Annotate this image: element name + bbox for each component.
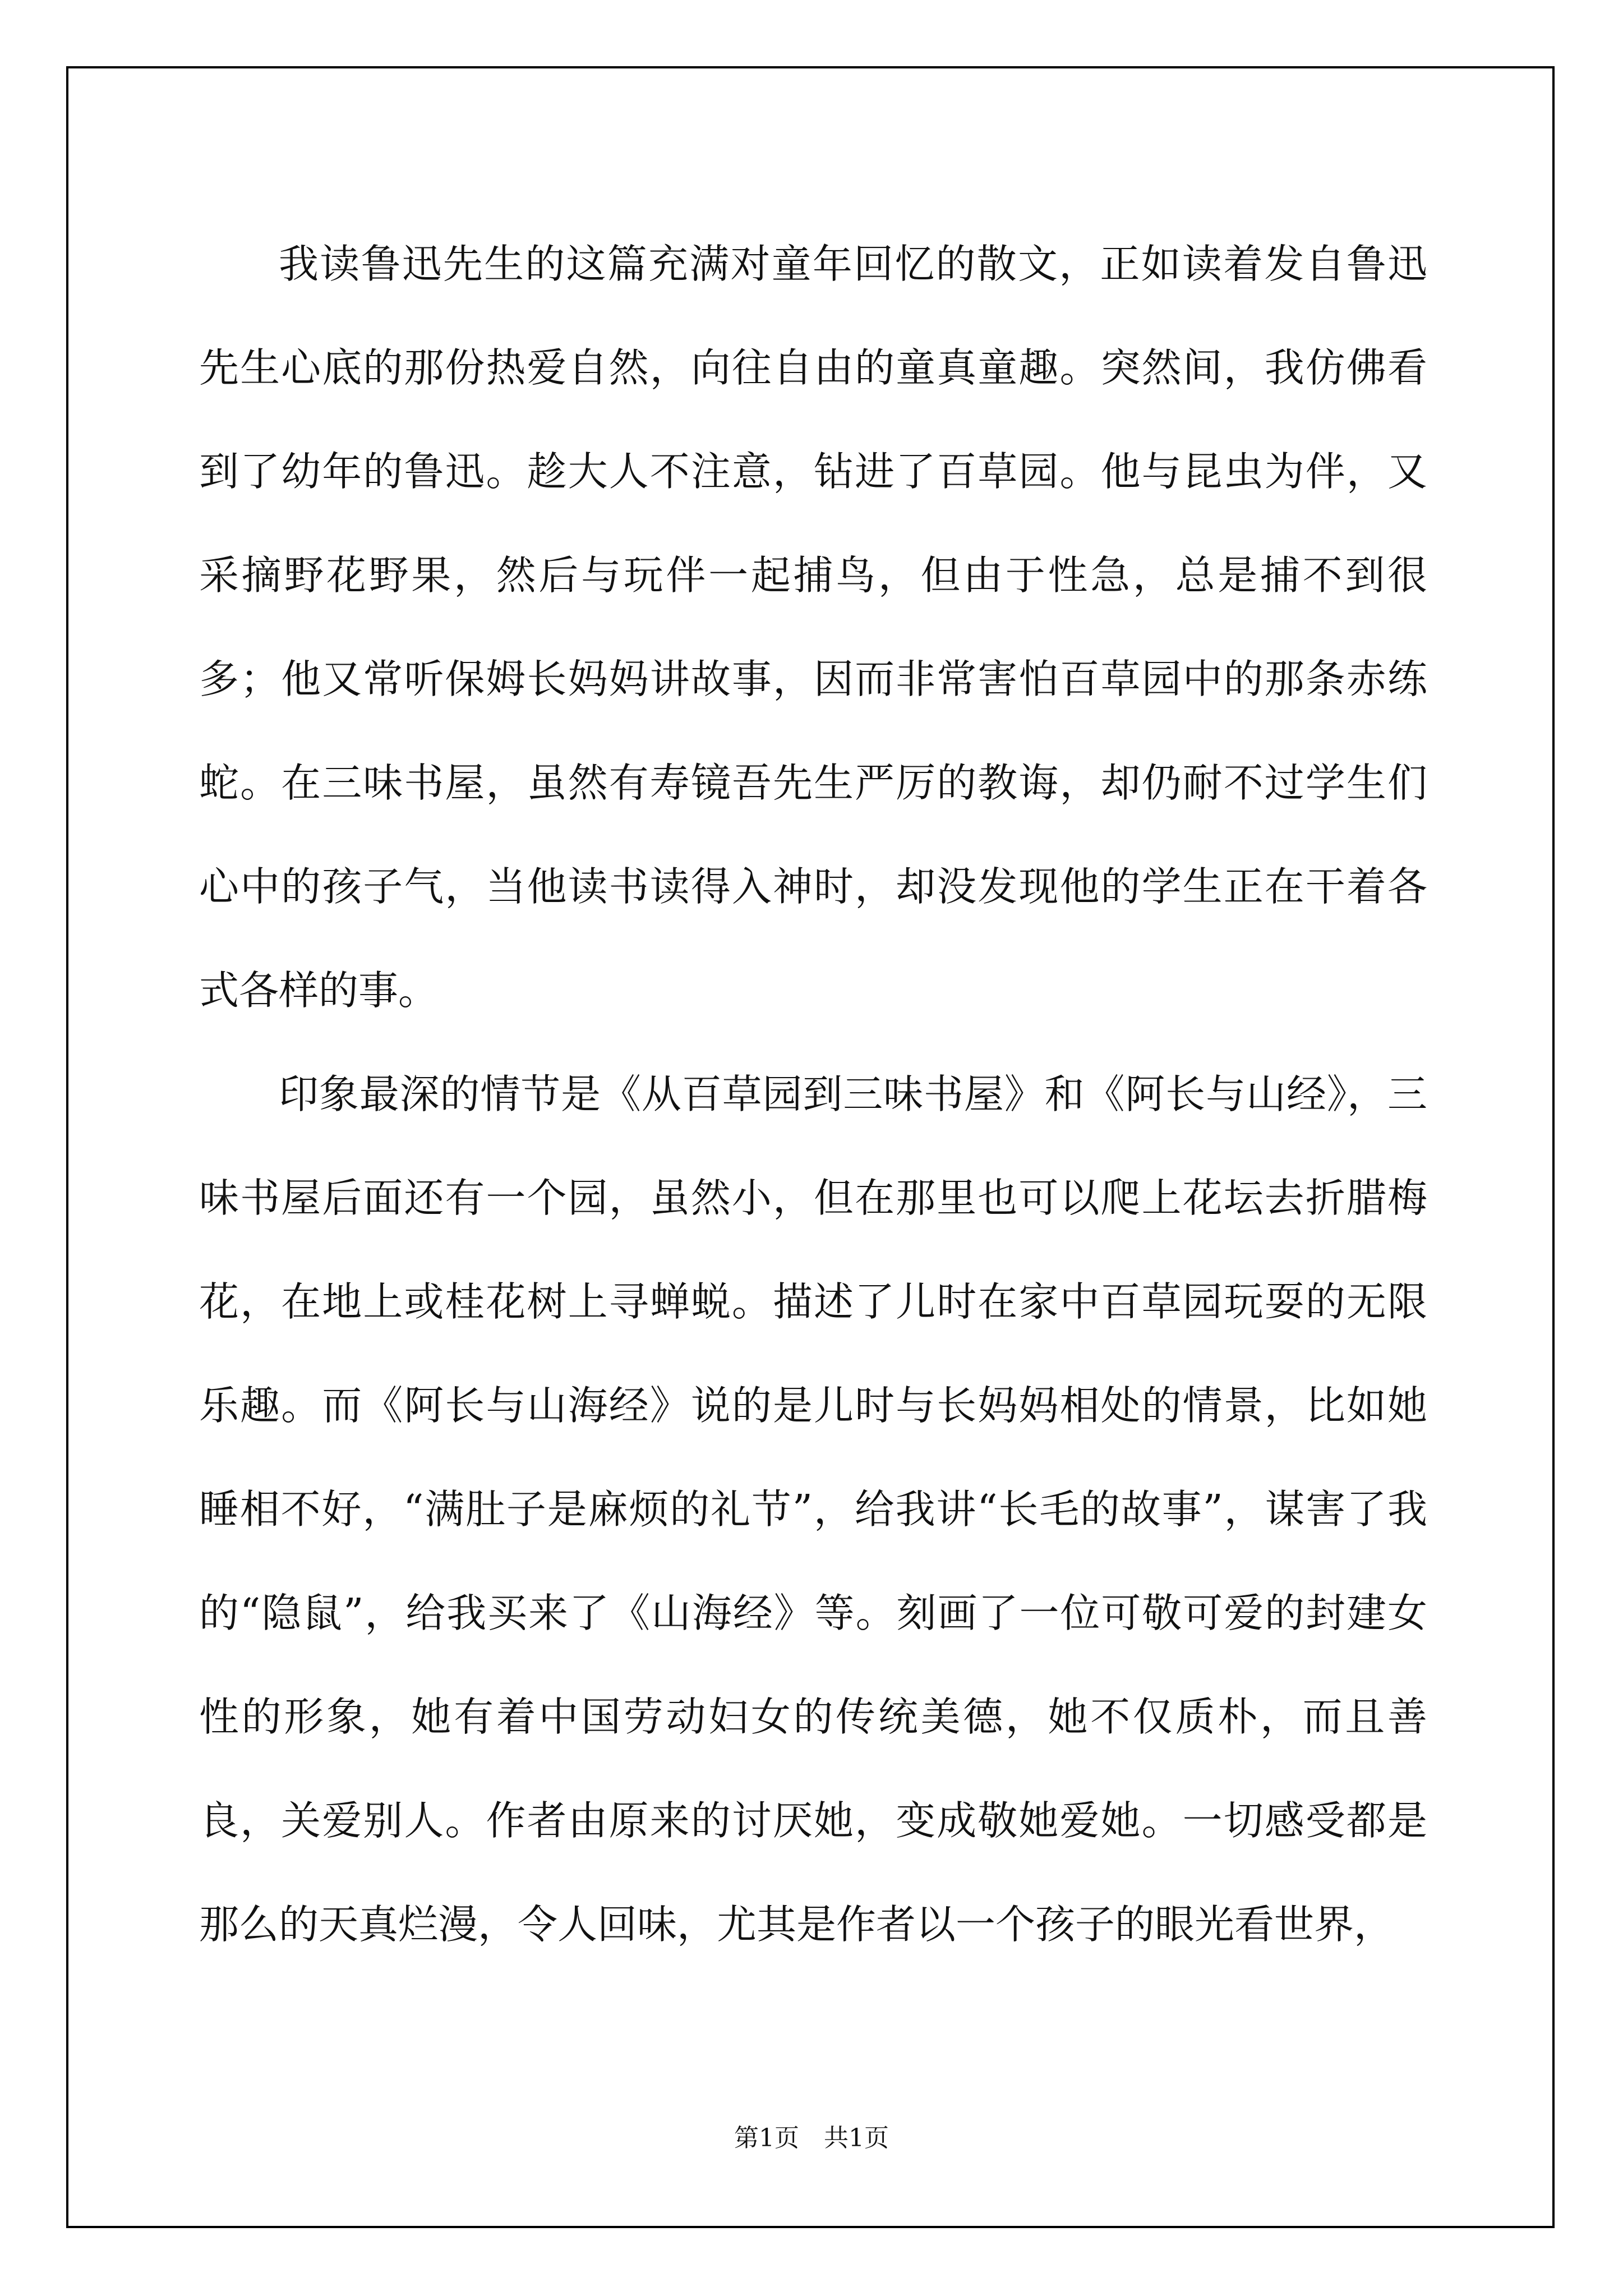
- page-number-footer: 第1页 共1页: [734, 2124, 889, 2152]
- document-body: [199, 212, 1427, 1976]
- paragraph-1: 我读鲁迅先生的这篇充满对童年回忆的散文，正如读着发自鲁迅先生心底的那份热爱自然，向往自由的童真童趣。突然间，我仿佛看到了幼年的鲁迅。趁大人不注意，钻进了百草园。他与昆虫为伴，又采摘野花野果，然后与玩伴一起捕鸟，但由于性急，总是捕不到很多；他又常听保姆长妈妈讲故事，因而非常害怕百草园中的那条赤练蛇。在三味书屋，虽然有寿镜吾先生严厉的教诲，却仍耐不过学生们心中的孩子气，当他读书读得入神时，却没发现他的学生正在干着各式各样的事。: [199, 241, 1427, 1014]
- paragraph-2: 印象最深的情节是《从百草园到三味书屋》和《阿长与山经》，三味书屋后面还有一个园，虽然小，但在那里也可以爬上花坛去折腊梅花，在地上或桂花树上寻蝉蜕。描述了儿时在家中百草园玩耍的无限乐趣。而《阿长与山海经》说的是儿时与长妈妈相处的情景，比如她睡相不好，“满肚子是麻烦的礼节”，给我讲“长毛的故事”，谋害了我的“隐鼠”，给我买来了《山海经》等。刻画了一位可敬可爱的封建女性的形象，她有着中国劳动妇女的传统美德，她不仅质朴，而且善良，关爱别人。作者由原来的讨厌她，变成敬她爱她。一切感受都是那么的天真烂漫，令人回味，尤其是作者以一个孩子的眼光看世界，: [199, 1071, 1427, 1948]
